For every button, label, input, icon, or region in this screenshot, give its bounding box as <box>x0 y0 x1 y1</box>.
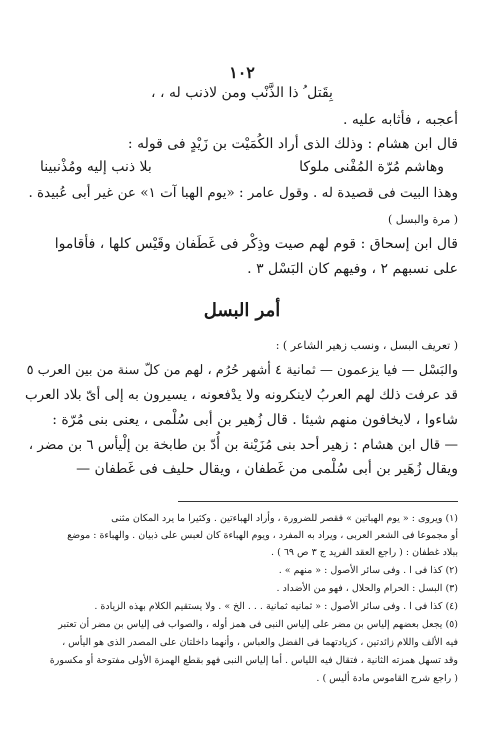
text-line: قد عرفت ذلك لهم العربُ لاينكرونه ولا يدْفعونه ، يسيرون به إلى أىّ بلاد العرب <box>24 387 458 403</box>
text-line: أعجبه ، فأثابه عليه . <box>342 112 458 128</box>
footnote-line: (٢) كذا فى ا . وفى سائر الأصول : « منهم » . <box>278 565 458 576</box>
footnote-line: (٣) البسل : الحرام والحلال ، فهو من الأضداد . <box>276 583 458 594</box>
text-line: قال ابن هشام : وذلك الذى أراد الكُمَيْت بن زَيْدٍ فى قوله : <box>127 136 458 152</box>
page-number: ١٠٢ <box>229 63 255 82</box>
footnote-line: أو مجموعا فى الشعر العربى ، ويراد به المفرد ، ويوم الهباءة كان لعبس على ذبيان . والهباءة : موضع <box>67 530 458 541</box>
footnote-line: وقد تسهل همزته الثانية ، فتقال فيه اللياس . أما إلياس النبى فهو بقطع الهمزة الأولى مفتوحة أو مكسورة <box>49 655 458 666</box>
footnote-line: ( راجع شرح القاموس مادة أليس ) . <box>316 673 458 684</box>
text-line: وهذا البيت فى قصيدة له . وقول عامر : «يوم الهبا آت ١» عن غير أبى عُبيدة . <box>28 185 458 201</box>
section-title: أمر البسل <box>203 300 281 321</box>
text-line: — قال ابن هشام : زهير أحد بنى مُزَيْنة بن أُدّ بن طابخة بن إلْيأس ٦ بن مضر ، <box>28 437 458 453</box>
text-line: على نسبهم ٢ ، وفيهم كان البَسْل ٣ . <box>247 261 458 277</box>
text-line: قال ابن إسحاق : قوم لهم صيت وذِكْر فى غَطَفان وقَيْس كلها ، فأقاموا <box>54 236 458 252</box>
text-line: والبَسْل — فيا يزعمون — ثمانية ٤ أشهر حُرُم ، لهم من كلّ سنة من بين العرب ٥ <box>26 363 458 378</box>
footnote-line: فيه الألف واللام زائدتين ، كزيادتهما فى الفضل والعباس ، وأنهما داخلتان على المصدر الذى هو اليأس ، <box>62 637 458 648</box>
text-line: ويقال زُهَير بن أبى سُلْمى من غَطفان ، ويقال حليف فى غَطفان — <box>76 461 458 477</box>
footnote-divider <box>178 501 458 502</box>
footnote-line: ببلاد غطفان : ( راجع العقد الفريد ج ٣ ص ٦٩ ) . <box>271 547 458 558</box>
verse-hemistich-first: وهاشم مُرّة المُفْنى ملوكا <box>299 159 444 175</box>
text-line: شاءوا ، لايخافون منهم شيئا . قال زُهير بن أبى سُلْمى ، يعنى بنى مُرّة : <box>52 412 458 428</box>
footnote-line: (٥) يجعل بعضهم إلياس بن مضر على إلياس النبى فى همز أوله ، والصواب فى إلياس بن مضر أن تعتبر <box>58 619 458 630</box>
footnote-line: (١) ويروى : « يوم الهباتين » فقصر للضرورة ، وأراد الهباءتين . وكثيرا ما يرد المكان مثنى <box>111 513 458 524</box>
verse-line: بِقَتل ُ ذا الذَّنْب ومن لاذنب له ، ، <box>151 85 333 101</box>
subheading-marginal: ( تعريف البسل ، ونسب زهير الشاعر ) : <box>275 339 458 352</box>
poem-verse <box>40 160 444 175</box>
verse-hemistich-second: بلا ذنب إليه ومُذْنبينا <box>40 159 152 175</box>
footnote-line: (٤) كذا فى ا . وفى سائر الأصول : « ثمانيه ثمانية . . . الخ » . ولا يستقيم الكلام بهذه الزيادة . <box>94 601 458 612</box>
subheading-marginal: ( مرة والبسل ) <box>388 213 458 226</box>
